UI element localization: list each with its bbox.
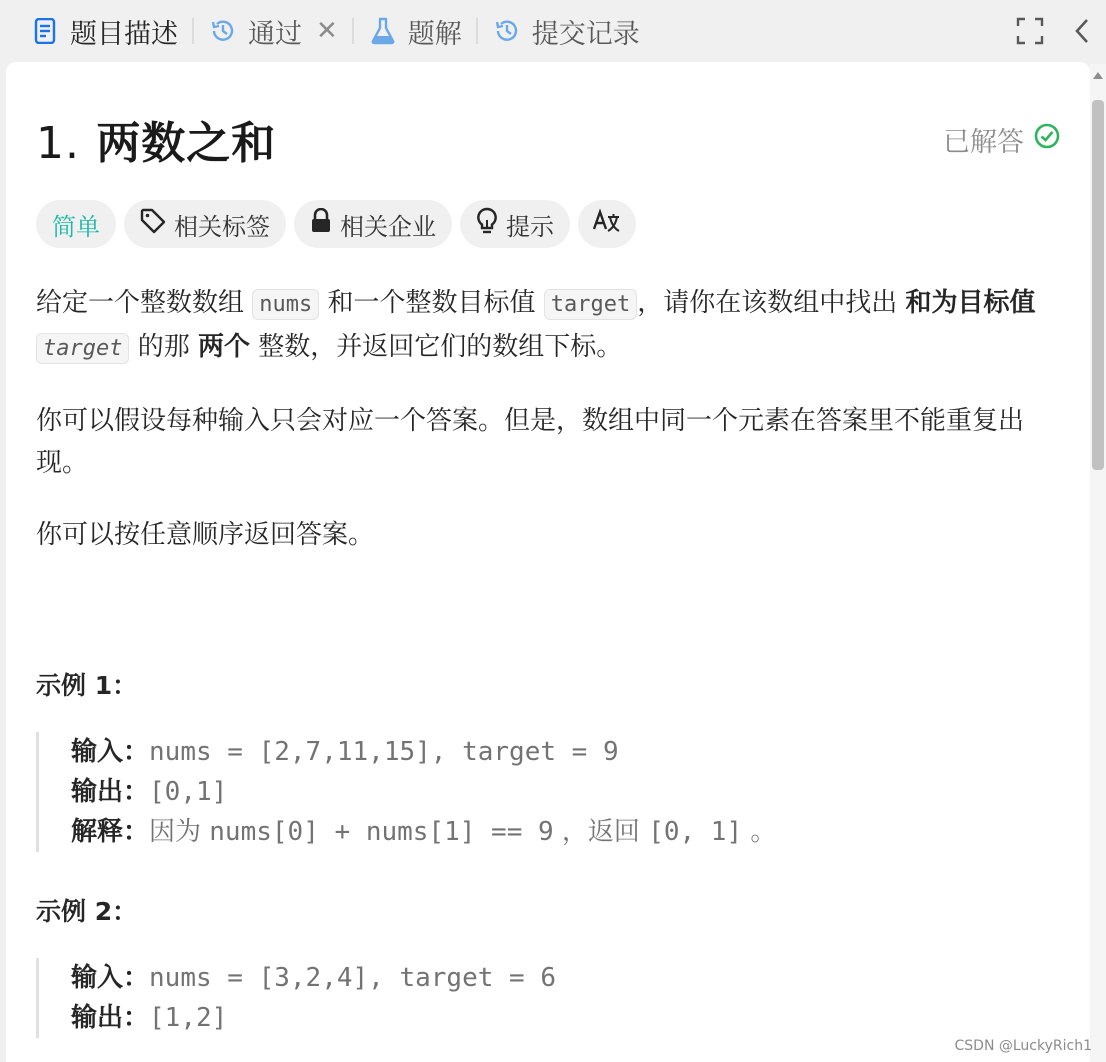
- document-icon: [30, 16, 60, 46]
- fullscreen-icon[interactable]: [1010, 11, 1050, 51]
- example-input: 输入：nums = [2,7,11,15], target = 9: [71, 737, 619, 767]
- tab-label: 提交记录: [531, 18, 640, 50]
- tab-solutions[interactable]: [360, 0, 470, 62]
- flask-icon: [368, 16, 398, 46]
- tab-accepted[interactable]: [200, 0, 346, 62]
- inline-code: target: [36, 333, 129, 364]
- tag-icon: [140, 208, 166, 240]
- related-companies-label: 相关企业: [340, 212, 436, 241]
- title-row: [36, 108, 1060, 170]
- tab-separator: [476, 18, 478, 44]
- example-output: 输出：[0,1]: [71, 777, 228, 807]
- solved-label: 已解答: [943, 126, 1024, 158]
- description-paragraph: 你可以假设每种输入只会对应一个答案。但是，数组中同一个元素在答案里不能重复出现。: [36, 406, 1025, 478]
- chevron-left-icon[interactable]: [1062, 11, 1102, 51]
- example-input: 输入：nums = [3,2,4], target = 6: [71, 963, 557, 993]
- tab-label: 通过: [248, 18, 302, 50]
- scroll-up-arrow-icon[interactable]: [1093, 72, 1103, 79]
- tab-label: 题目描述: [70, 18, 178, 50]
- inline-code: nums: [252, 289, 319, 320]
- problem-title: 两数之和: [96, 118, 277, 169]
- solved-status: [943, 120, 1060, 159]
- watermark: CSDN @LuckyRich1: [954, 1038, 1092, 1054]
- page-title[interactable]: [36, 107, 276, 171]
- related-tags-label: 相关标签: [174, 212, 270, 241]
- tab-bar: [0, 0, 1106, 62]
- description-paragraph: 你可以按任意顺序返回答案。: [36, 520, 375, 550]
- scroll-thumb[interactable]: [1092, 100, 1104, 470]
- related-tags-button[interactable]: [124, 200, 286, 248]
- inline-code: target: [544, 289, 637, 320]
- tab-separator: [192, 18, 194, 44]
- tag-row: [36, 200, 636, 248]
- example-output: 输出：[1,2]: [71, 1003, 228, 1033]
- translate-icon: [592, 207, 622, 241]
- tab-label: 题解: [407, 18, 462, 50]
- description-panel: [6, 62, 1090, 1062]
- tab-description[interactable]: [0, 0, 186, 62]
- difficulty-badge: [36, 200, 116, 248]
- hint-label: 提示: [506, 212, 554, 241]
- close-icon[interactable]: ✕: [316, 16, 338, 46]
- tab-separator: [352, 18, 354, 44]
- example-block: [36, 958, 556, 1038]
- problem-number: 1.: [36, 118, 80, 169]
- history-icon: [492, 16, 522, 46]
- lightbulb-icon: [476, 207, 498, 241]
- related-companies-button[interactable]: [294, 200, 452, 248]
- bold-text: 和为目标值: [905, 288, 1036, 318]
- history-icon: [208, 16, 238, 46]
- tab-submissions[interactable]: [484, 0, 648, 62]
- example-explanation: 解释：因为 nums[0] + nums[1] == 9 ，返回 [0, 1] 。: [71, 817, 777, 847]
- scrollbar[interactable]: [1090, 64, 1106, 1062]
- translate-button[interactable]: [578, 200, 636, 248]
- example-title: 示例 1：: [36, 671, 138, 700]
- check-circle-icon: [1034, 123, 1060, 156]
- problem-description: [36, 282, 1066, 586]
- description-paragraph: 给定一个整数数组 nums 和一个整数目标值 target ，请你在该数组中找出 和为目标值 target 的那 两个 整数，并返回它们的数组下标。: [36, 288, 1036, 362]
- example-block: [36, 732, 776, 852]
- hint-button[interactable]: [460, 200, 570, 248]
- lock-icon: [310, 208, 332, 240]
- bold-text: 两个: [198, 332, 251, 362]
- example-title: 示例 2：: [36, 897, 138, 926]
- difficulty-label: 简单: [52, 212, 100, 241]
